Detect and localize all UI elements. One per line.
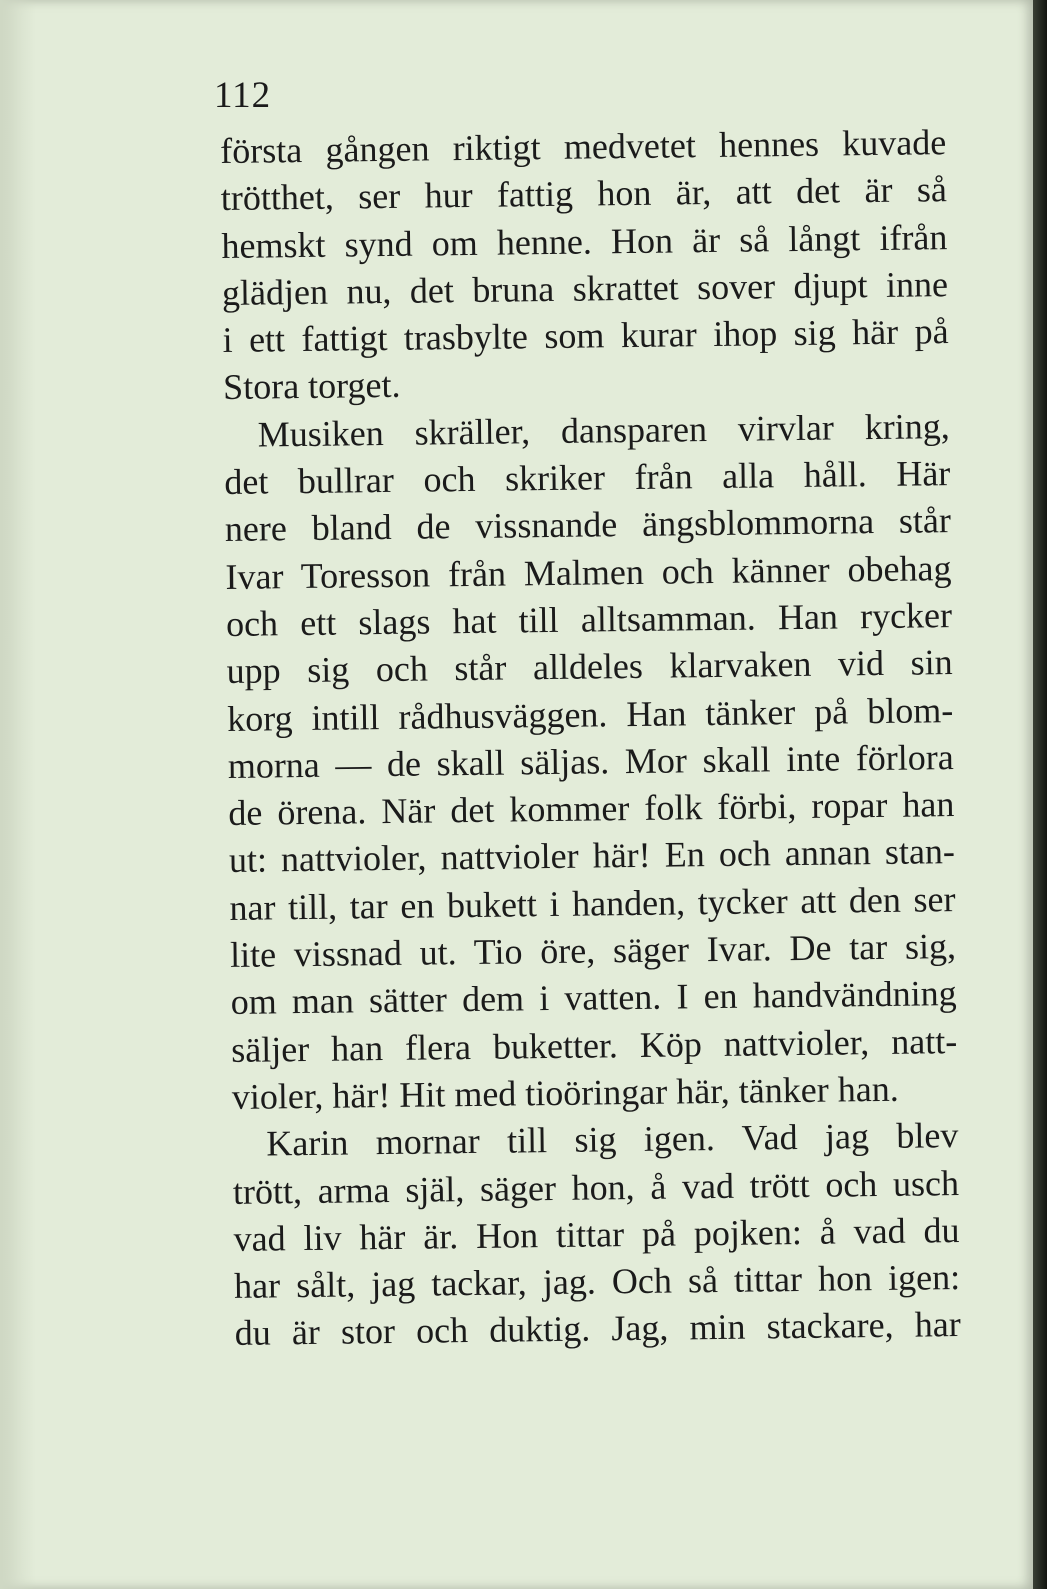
text-line: Stora torget. <box>222 365 401 408</box>
text-line: trötthet, ser hur fattig hon är, att det är så <box>220 169 948 219</box>
text-line: Ivar Toresson från Malmen och känner obehag <box>225 547 952 597</box>
body-text <box>220 119 961 1357</box>
text-line: glädjen nu, det bruna skrattet sover djupt inne <box>221 264 949 313</box>
text-line: första gången riktigt medvetet hennes kuvade <box>220 122 947 171</box>
text-line: och ett slags hat till alltsamman. Han rycker <box>225 595 953 644</box>
text-line: det bullrar och skriker från alla håll. Här <box>224 453 951 503</box>
text-line: morna — de skall säljas. Mor skall inte förlora <box>227 736 954 786</box>
text-line: korg intill rådhusväggen. Han tänker på blom- <box>226 689 954 739</box>
text-line: om man sätter dem i vatten. I en handvändning <box>230 973 957 1023</box>
text-line: i ett fattigt trasbylte som kurar ihop sig här på <box>222 311 949 361</box>
text-line: trött, arma själ, säger hon, å vad trött och usch <box>232 1162 960 1212</box>
text-line: violer, här! Hit med tioöringar här, tänker han. <box>231 1068 899 1117</box>
text-line: säljer han flera buketter. Köp nattvioler, natt- <box>231 1020 958 1070</box>
text-line: nar till, tar en bukett i handen, tycker att den ser <box>229 878 956 928</box>
text-line: Karin mornar till sig igen. Vad jag blev <box>266 1115 959 1164</box>
spine-shadow <box>0 0 36 1589</box>
text-line: vad liv här är. Hon tittar på pojken: å vad du <box>233 1209 960 1259</box>
text-line: nere bland de vissnande ängsblommorna står <box>224 500 952 550</box>
text-line: de örena. När det kommer folk förbi, ropar han <box>228 784 955 834</box>
text-line: har sålt, jag tackar, jag. Och så tittar hon igen: <box>233 1257 961 1307</box>
text-line: lite vissnad ut. Tio öre, säger Ivar. De tar sig, <box>229 926 957 975</box>
text-line: Musiken skräller, dansparen virvlar kring, <box>257 405 950 455</box>
text-line: hemskt synd om henne. Hon är så långt ifrån <box>221 216 948 266</box>
page-edge-shadow <box>1033 0 1047 1589</box>
page-number: 112 <box>214 75 272 116</box>
text-line: du är stor och duktig. Jag, min stackare, har <box>234 1304 961 1354</box>
text-line: ut: nattvioler, nattvioler här! En och annan stan- <box>228 831 956 881</box>
text-line: upp sig och står alldeles klarvaken vid sin <box>226 642 953 692</box>
